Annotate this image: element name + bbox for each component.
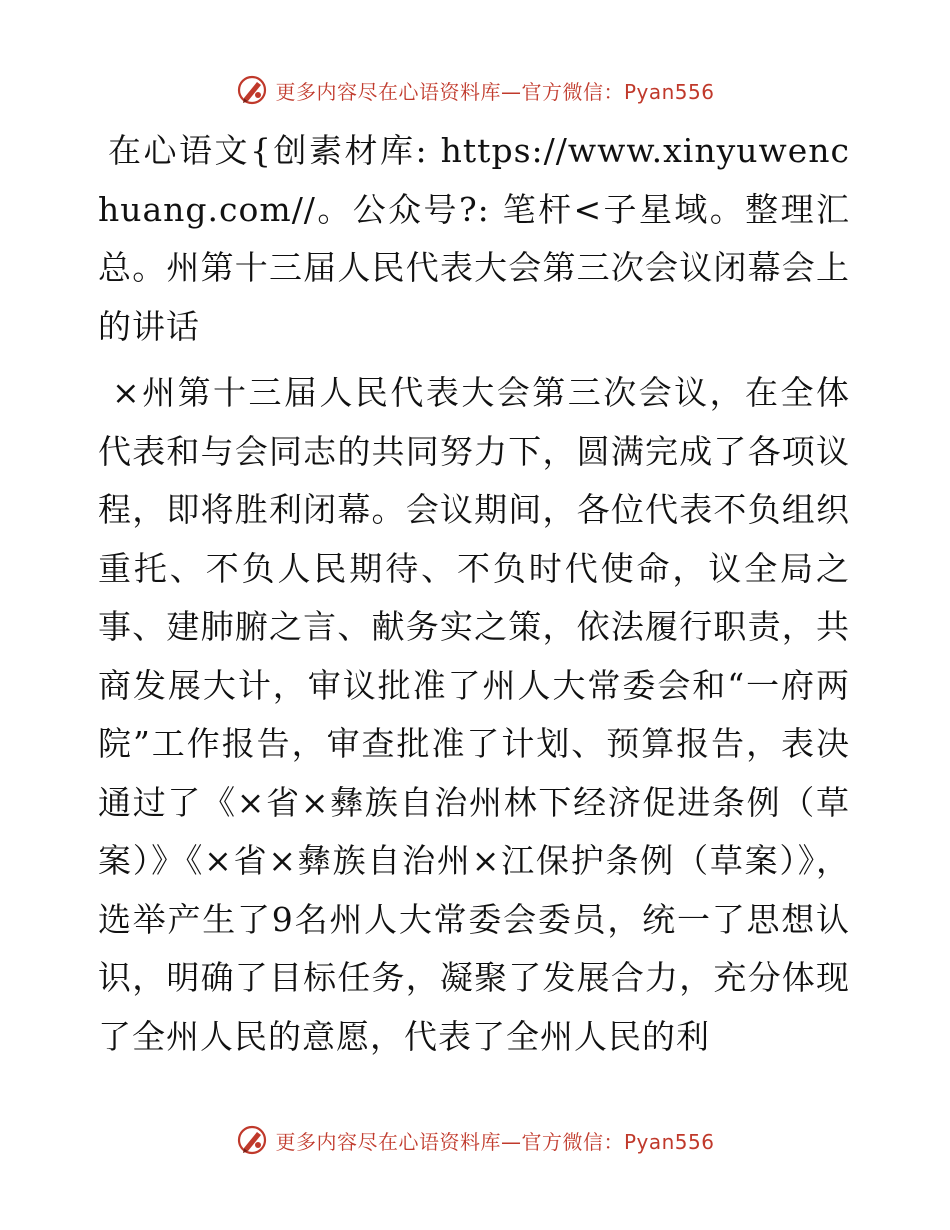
document-body [98, 122, 850, 1066]
pen-logo-icon [235, 1123, 269, 1157]
banner-text: 更多内容尽在心语资料库—官方微信：Pyan556 [275, 79, 715, 104]
pen-logo-icon [235, 73, 269, 107]
body-paragraph: ×州第十三届人民代表大会第三次会议，在全体代表和与会同志的共同努力下，圆满完成了各项议程，即将胜利闭幕。会议期间，各位代表不负组织重托、不负人民期待、不负时代使命，议全局之事、建肺腑之言、献务实之策，依法履行职责，共商发展大计，审议批准了州人大常委会和“一府两院”工作报告，审查批准了计划、预算报告，表决通过了《×省×彝族自治州林下经济促进条例（草案）》《×省×彝族自治州×江保护条例（草案）》，选举产生了9名州人大常委会委员，统一了思想认识，明确了目标任务，凝聚了发展合力，充分体现了全州人民的意愿，代表了全州人民的利 [98, 373, 850, 1056]
header-banner [0, 70, 950, 110]
banner-text: 更多内容尽在心语资料库—官方微信：Pyan556 [275, 1129, 715, 1154]
document-title: 在心语文{创素材库: https://www.xinyuwenchuang.com//。公众号?: 笔杆<子星域。整理汇总。州第十三届人民代表大会第三次会议闭幕会上的讲话 [98, 131, 850, 346]
footer-banner [0, 1120, 950, 1160]
